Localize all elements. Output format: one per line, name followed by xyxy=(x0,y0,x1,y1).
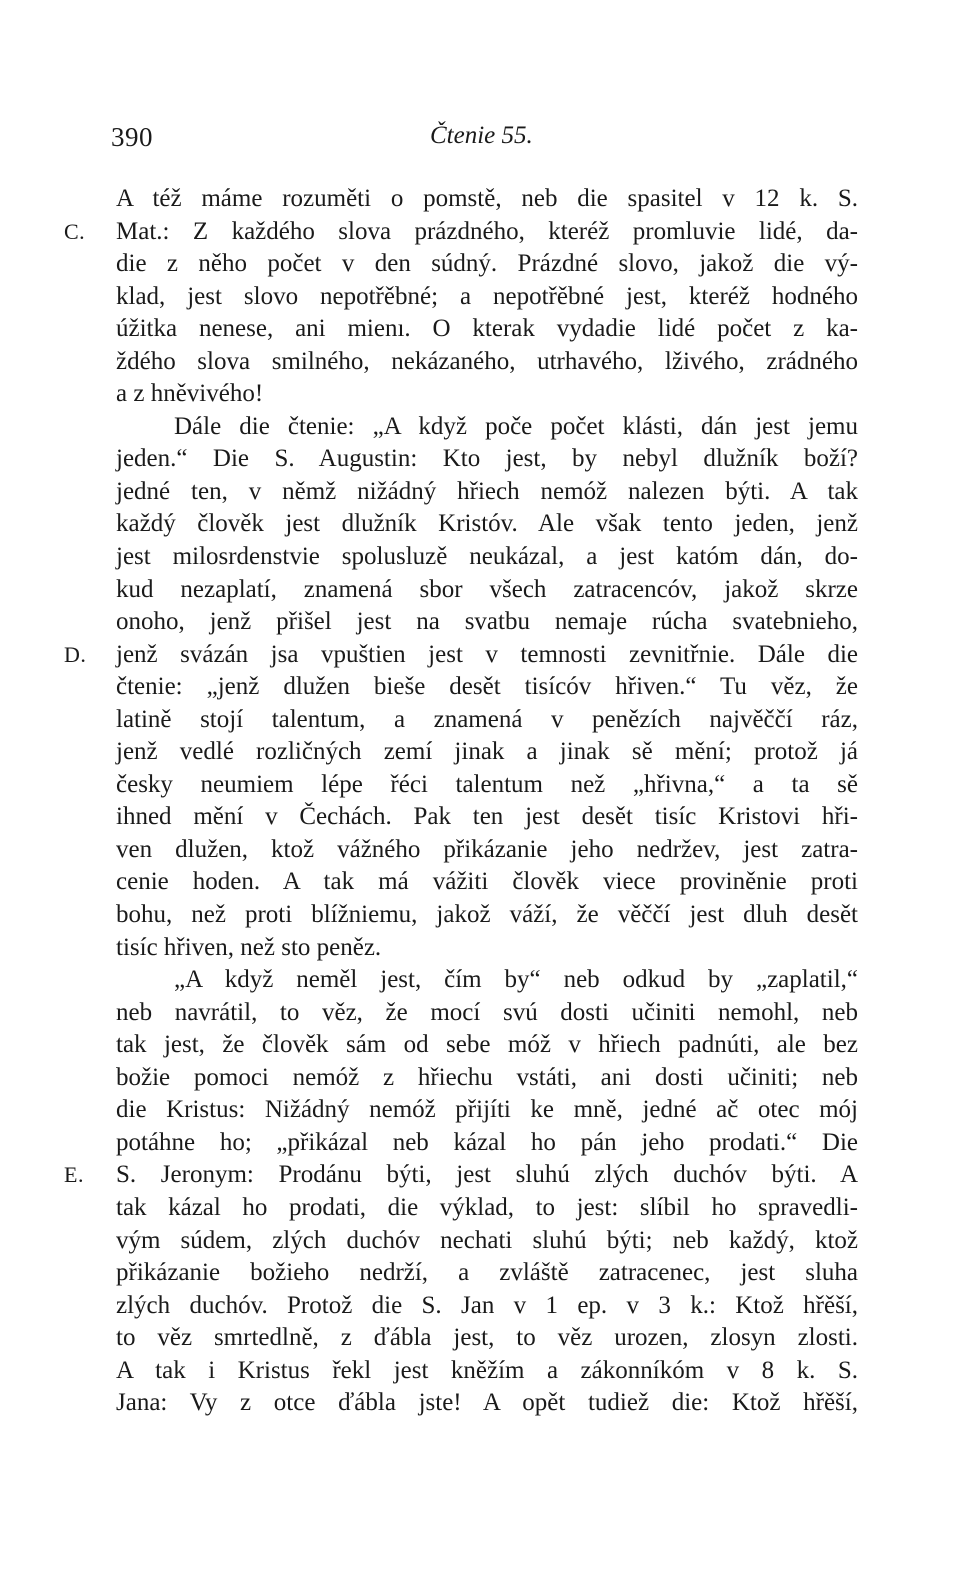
line-text: kud nezaplatí, znamená sbor všech zatracencóv, jakož skrze xyxy=(116,575,858,603)
text-line xyxy=(116,411,858,444)
line-text: a z hněvivého! xyxy=(116,380,264,408)
text-line xyxy=(116,1257,858,1290)
text-line xyxy=(116,183,858,216)
line-text: čtenie: „jenž dlužen bieše desět tisícóv hřiven.“ Tu věz, že xyxy=(116,673,858,701)
text-line xyxy=(116,834,858,867)
line-text: die z něho počet v den súdný. Prázdné slovo, jakož die vý- xyxy=(116,250,858,278)
line-text: die Kristus: Nižádný nemóž přijíti ke mně, jedné ač otec mój xyxy=(116,1096,858,1124)
line-text: potáhne ho; „přikázal neb kázal ho pán jeho prodati.“ Die xyxy=(116,1128,858,1156)
line-text: ihned mění v Čechách. Pak ten jest desět tisíc Kristovi hři- xyxy=(116,803,858,831)
text-line xyxy=(116,606,858,639)
margin-marker: D. xyxy=(64,641,87,667)
text-line xyxy=(116,1322,858,1355)
text-line xyxy=(116,671,858,704)
text-line xyxy=(116,801,858,834)
line-text: to věz smrtedlně, z ďábla jest, to věz urozen, zlosyn zlosti. xyxy=(116,1324,858,1352)
line-text: Jana: Vy z otce ďábla jste! A opět tudiež die: Ktož hřěší, xyxy=(116,1389,858,1417)
text-line xyxy=(116,248,858,281)
text-line xyxy=(64,1159,858,1192)
text-line xyxy=(116,1225,858,1258)
text-line xyxy=(116,1127,858,1160)
text-line xyxy=(64,216,858,249)
line-text: jenž vedlé rozličných zemí jinak a jinak sě mění; protož já xyxy=(116,738,858,766)
text-line xyxy=(116,866,858,899)
text-line xyxy=(116,899,858,932)
text-line xyxy=(116,443,858,476)
text-line xyxy=(116,313,858,346)
line-text: tak jest, že člověk sám od sebe móž v hřiech padnúti, ale bez xyxy=(116,1031,858,1059)
line-text: onoho, jenž přišel jest na svatbu nemaje rúcha svatebnieho, xyxy=(116,608,858,636)
text-line xyxy=(116,476,858,509)
line-text: cenie hoden. A tak má vážiti člověk viece proviněnie proti xyxy=(116,868,858,896)
line-text: tisíc hřiven, než sto peněz. xyxy=(116,933,382,961)
line-text: neb navrátil, to věz, že mocí svú dosti učiniti nemohl, neb xyxy=(116,998,858,1026)
margin-marker: E. xyxy=(64,1162,84,1188)
text-line xyxy=(116,1387,858,1420)
line-text: S. Jeronym: Prodánu býti, jest sluhú zlých duchóv býti. A xyxy=(116,1161,858,1189)
line-text: ven dlužen, ktož vážného přikázanie jeho nedržev, jest zatra- xyxy=(116,835,858,863)
text-line xyxy=(116,932,858,965)
line-text: A tak i Kristus řekl jest kněžím a zákonníkóm v 8 k. S. xyxy=(116,1356,858,1384)
line-text: přikázanie božieho nedrží, a zvláště zatracenec, jest sluha xyxy=(116,1259,858,1287)
text-line xyxy=(116,1355,858,1388)
text-line xyxy=(116,1290,858,1323)
text-line xyxy=(116,997,858,1030)
line-text: ždého slova smilného, nekázaného, utrhavého, lživého, zrádného xyxy=(116,347,858,375)
line-text: jedné ten, v němž nižádný hřiech nemóž nalezen býti. A tak xyxy=(116,477,858,505)
text-line xyxy=(116,1094,858,1127)
text-line xyxy=(116,769,858,802)
line-text: „A když neměl jest, čím by“ neb odkud by „zaplatil,“ xyxy=(174,966,858,994)
line-text: bohu, než proti blížniemu, jakož váží, že věččí jest dluh desět xyxy=(116,901,858,929)
line-text: jest milosrdenstvie spolusluzě neukázal, a jest katóm dán, do- xyxy=(116,543,858,571)
line-text: božie pomoci nemóž z hřiechu vstáti, ani dosti učiniti; neb xyxy=(116,1063,858,1091)
body-text xyxy=(64,183,858,1420)
line-text: Mat.: Z každého slova prázdného, kteréž promluvie lidé, da- xyxy=(116,217,858,245)
page-number: 390 xyxy=(111,122,153,152)
line-text: jeden.“ Die S. Augustin: Kto jest, by nebyl dlužník boží? xyxy=(116,445,858,473)
line-text: tak kázal ho prodati, die výklad, to jest: slíbil ho spravedli- xyxy=(116,1193,858,1221)
text-line xyxy=(116,346,858,379)
line-text: jenž svázán jsa vpuštien jest v temnosti zevnitřnie. Dále die xyxy=(116,640,858,668)
running-head: Čtenie 55. xyxy=(430,122,533,149)
line-text: každý člověk jest dlužník Kristóv. Ale však tento jeden, jenž xyxy=(116,510,858,538)
text-line xyxy=(116,281,858,314)
text-line xyxy=(116,574,858,607)
line-text: úžitka nenese, ani mienı. O kterak vydadie lidé počet z ka- xyxy=(116,315,858,343)
text-line xyxy=(116,964,858,997)
line-text: klad, jest slovo nepotřěbné; a nepotřěbné jest, kteréž hodného xyxy=(116,282,858,310)
line-text: A též máme rozuměti o pomstě, neb die spasitel v 12 k. S. xyxy=(116,185,858,212)
margin-marker: C. xyxy=(64,218,86,244)
text-line xyxy=(116,378,858,411)
text-line xyxy=(116,736,858,769)
line-text: vým súdem, zlých duchóv nechati sluhú býti; neb každý, ktož xyxy=(116,1226,858,1254)
line-text: Dále die čtenie: „A když poče počet klásti, dán jest jemu xyxy=(174,412,858,440)
text-line xyxy=(64,639,858,672)
text-line xyxy=(116,508,858,541)
text-line xyxy=(116,1192,858,1225)
line-text: latině stojí talentum, a znamená v penězích najvěččí ráz, xyxy=(116,705,858,733)
text-line xyxy=(116,1062,858,1095)
text-line xyxy=(116,1029,858,1062)
line-text: zlých duchóv. Protož die S. Jan v 1 ep. v 3 k.: Ktož hřěší, xyxy=(116,1291,858,1319)
text-line xyxy=(116,541,858,574)
text-line xyxy=(116,704,858,737)
line-text: česky neumiem lépe řéci talentum než „hřivna,“ a ta sě xyxy=(116,770,858,798)
